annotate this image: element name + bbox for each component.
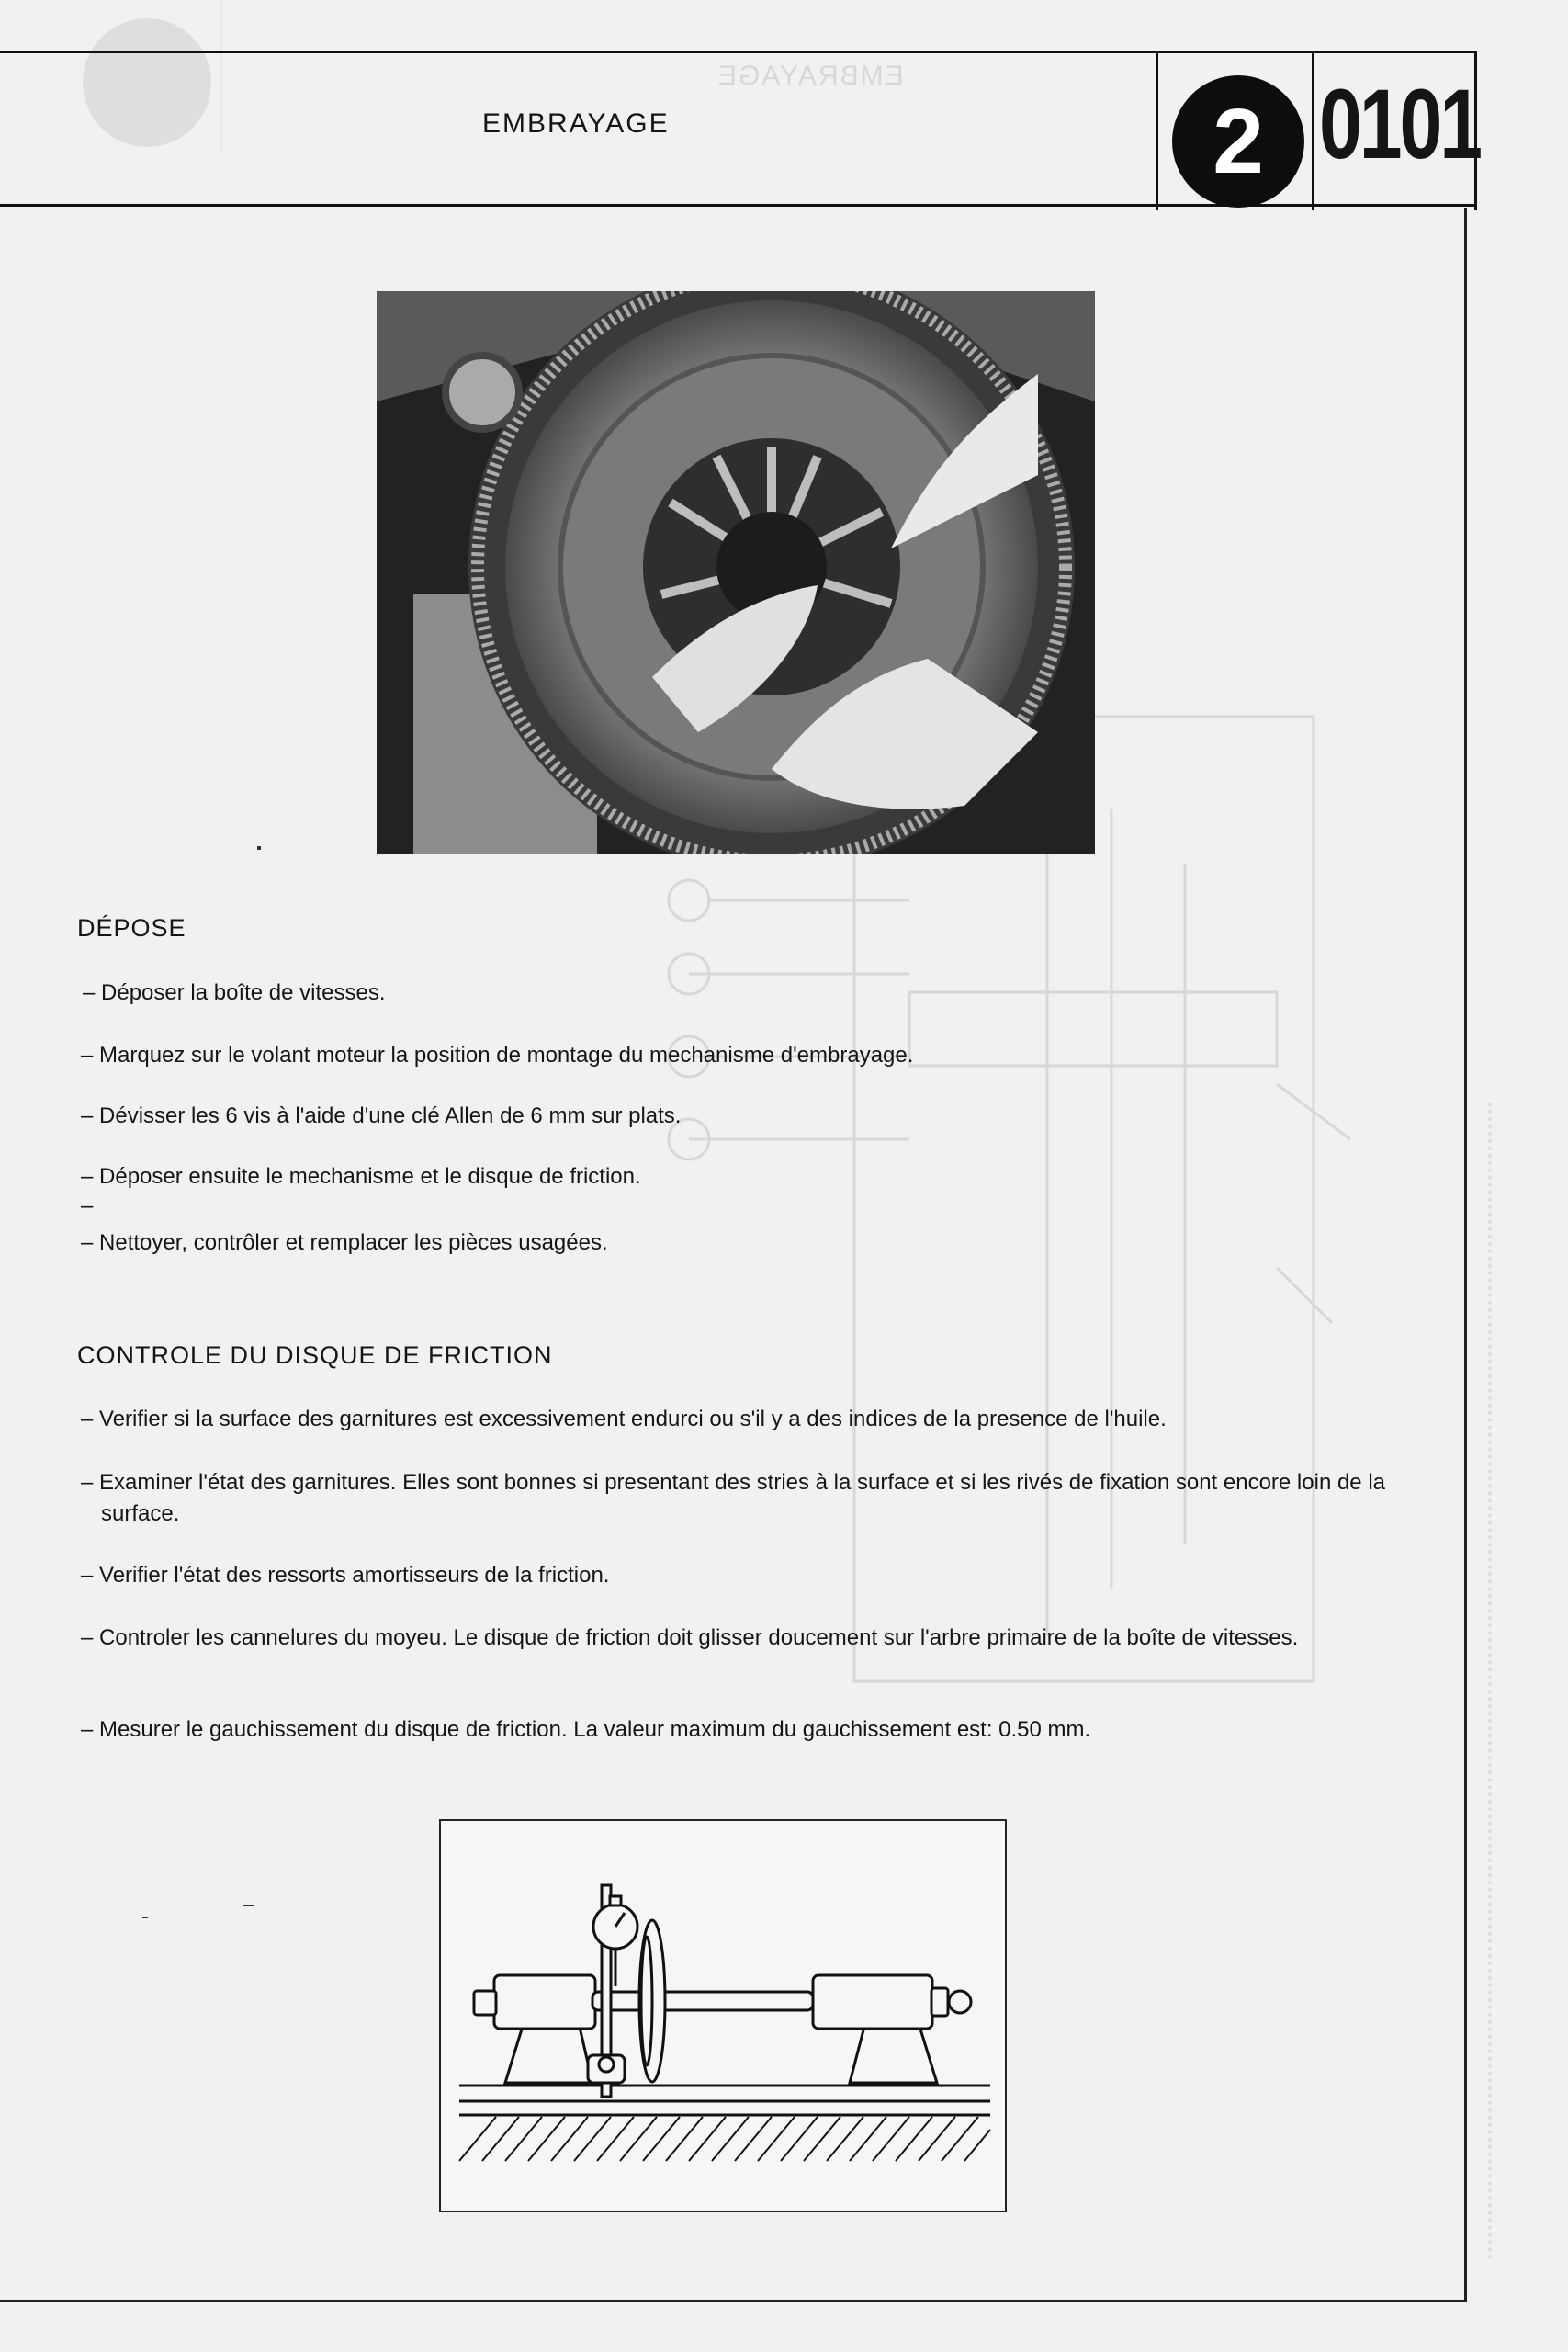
- header-divider: [1312, 51, 1314, 210]
- page-frame-bottom: [0, 2300, 1467, 2302]
- list-item: – Verifier l'état des ressorts amortisseurs de la friction.: [81, 1563, 610, 1588]
- list-item: – Dévisser les 6 vis à l'aide d'une clé Allen de 6 mm sur plats.: [81, 1103, 682, 1128]
- list-item: – Déposer la boîte de vitesses.: [83, 980, 386, 1005]
- chapter-number-badge: 2: [1172, 75, 1304, 208]
- section-heading-depose: DÉPOSE: [77, 914, 186, 942]
- page-frame-right: [1464, 208, 1467, 2302]
- scan-speck: [142, 1917, 148, 1918]
- ghost-margin-marks: [1488, 1102, 1529, 2260]
- ghost-mirrored-title: EMBRAYAGE: [716, 61, 904, 91]
- scan-speck: [257, 846, 261, 850]
- page-title: EMBRAYAGE: [482, 108, 670, 139]
- list-item: – Verifier si la surface des garnitures est excessivement endurci ou s'il y a des indices de la presence de l'huile.: [81, 1407, 1167, 1431]
- list-item: – Mesurer le gauchissement du disque de friction. La valeur maximum du gauchissement est: 0.50 mm.: [81, 1717, 1091, 1742]
- dial-gauge-illustration: [439, 1819, 1007, 2212]
- list-item: – Déposer ensuite le mechanisme et le disque de friction.: [81, 1164, 641, 1189]
- clutch-photo-graphic: [377, 291, 1095, 854]
- list-item: – Controler les cannelures du moyeu. Le disque de friction doit glisser doucement sur l'arbre primaire de la boîte de vitesses.: [81, 1625, 1299, 1650]
- list-item: – Marquez sur le volant moteur la position de montage du mechanisme d'embrayage.: [81, 1043, 914, 1068]
- list-item: – Examiner l'état des garnitures. Elles sont bonnes si presentant des stries à la surface et si les rivés de fixation sont encore loin de la surface.: [81, 1470, 1385, 1526]
- clutch-photo: [377, 291, 1095, 854]
- list-item: –: [81, 1193, 94, 1218]
- section-heading-controle: CONTROLE DU DISQUE DE FRICTION: [77, 1341, 553, 1369]
- list-item: – Nettoyer, contrôler et remplacer les pièces usagées.: [81, 1230, 608, 1255]
- page-code: 0101: [1319, 68, 1480, 179]
- dial-gauge-drawing: [441, 1821, 1005, 2211]
- scan-speck: [243, 1905, 254, 1906]
